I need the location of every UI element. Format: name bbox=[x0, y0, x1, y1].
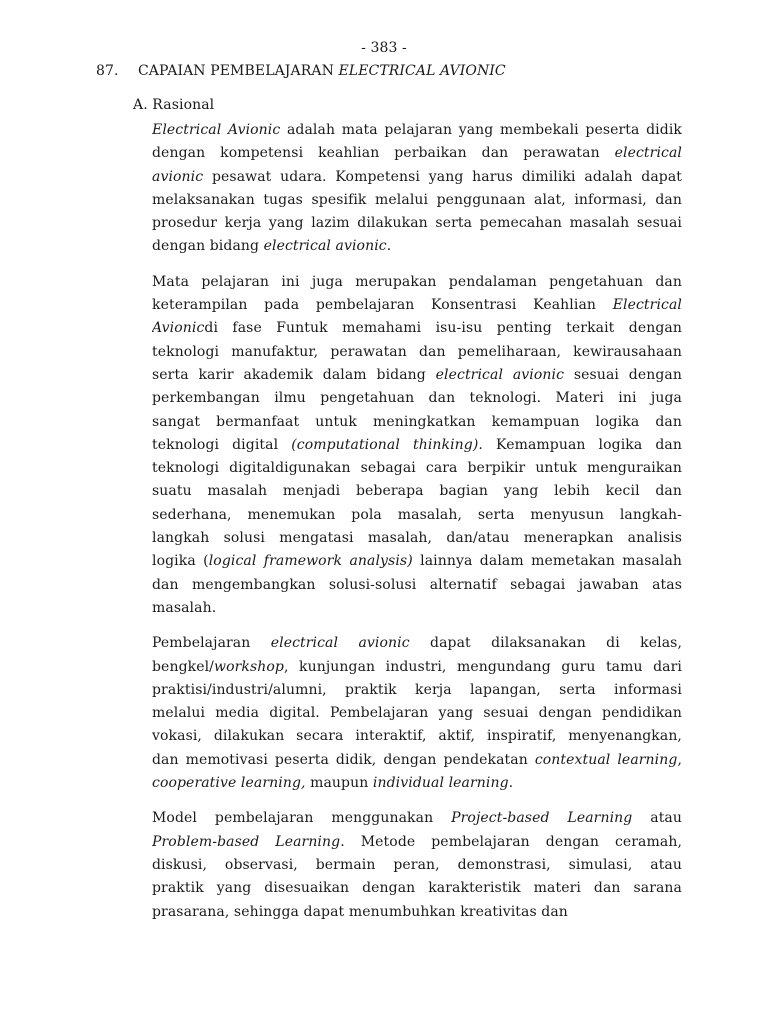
text-line bbox=[152, 235, 682, 258]
text-segment: praktisi/industri/alumni, praktik kerja lapangan, serta informasi bbox=[152, 681, 682, 698]
text-line bbox=[152, 679, 682, 702]
text-line bbox=[152, 656, 682, 679]
text-segment: lainnya dalam memetakan masalah bbox=[412, 553, 682, 570]
italic-text: Problem-based Learning bbox=[152, 833, 341, 850]
text-segment: diskusi, observasi, bermain peran, demonstrasi, simulasi, atau bbox=[152, 856, 682, 873]
italic-text: logical framework analysis) bbox=[208, 553, 413, 570]
text-segment: . bbox=[508, 775, 514, 792]
text-segment: . Kemampuan logika dan bbox=[478, 436, 682, 453]
text-segment: di fase Funtuk memahami isu-isu penting terkait dengan bbox=[204, 320, 682, 337]
italic-text: workshop bbox=[214, 658, 284, 675]
text-line bbox=[152, 457, 682, 480]
text-line bbox=[152, 807, 682, 830]
italic-text: Avionic bbox=[152, 320, 205, 337]
paragraph bbox=[152, 632, 682, 795]
text-line bbox=[152, 877, 682, 900]
text-line bbox=[152, 550, 682, 573]
text-line bbox=[152, 901, 682, 924]
text-segment: logika ( bbox=[152, 553, 209, 570]
section-heading: A. Rasional bbox=[133, 97, 215, 113]
text-segment: perkembangan ilmu pengetahuan dan teknologi. Materi ini juga bbox=[152, 390, 682, 407]
text-segment: , kunjungan industri, mengundang guru tamu dari bbox=[283, 658, 682, 675]
text-line bbox=[152, 364, 682, 387]
text-segment: melaksanakan tugas spesifik melalui penggunaan alat, informasi, dan bbox=[152, 191, 682, 208]
italic-text: individual learning bbox=[372, 775, 509, 792]
text-segment: Mata pelajaran ini juga merupakan pendalaman pengetahuan dan bbox=[152, 273, 682, 290]
body-text bbox=[152, 119, 682, 936]
text-segment: sederhana, menemukan pola masalah, serta menyusun langkah- bbox=[152, 506, 682, 523]
text-line bbox=[152, 294, 682, 317]
text-line bbox=[152, 341, 682, 364]
text-segment: teknologi digital bbox=[152, 436, 292, 453]
text-segment: melalui media digital. Pembelajaran yang sesuai dengan pendidikan bbox=[152, 705, 682, 722]
text-segment: serta karir akademik dalam bidang bbox=[152, 366, 436, 383]
text-line bbox=[152, 854, 682, 877]
text-segment: langkah solusi mengatasi masalah, dan/atau menerapkan analisis bbox=[152, 530, 682, 547]
italic-text: cooperative learning, bbox=[152, 775, 306, 792]
text-line bbox=[152, 212, 682, 235]
text-segment: adalah mata pelajaran yang membekali peserta didik bbox=[280, 122, 682, 138]
paragraph bbox=[152, 119, 682, 259]
text-segment: masalah. bbox=[152, 599, 217, 616]
text-segment: atau bbox=[632, 810, 682, 827]
chapter-heading bbox=[96, 60, 696, 82]
text-segment: dengan bidang bbox=[152, 238, 264, 255]
text-line bbox=[152, 749, 682, 772]
chapter-title-italic: ELECTRICAL AVIONIC bbox=[338, 63, 506, 79]
text-line bbox=[152, 772, 682, 795]
text-line bbox=[152, 725, 682, 748]
text-segment: sangat bermanfaat untuk meningkatkan kemampuan logika dan bbox=[152, 413, 682, 430]
italic-text: Project-based Learning bbox=[451, 810, 633, 827]
paragraph bbox=[152, 807, 682, 923]
text-line bbox=[152, 434, 682, 457]
text-segment: . bbox=[386, 238, 392, 255]
text-segment: keterampilan pada pembelajaran Konsentrasi Keahlian bbox=[152, 297, 613, 314]
text-segment: sesuai dengan bbox=[564, 366, 682, 383]
italic-text: contextual learning bbox=[534, 751, 678, 768]
text-line bbox=[152, 632, 682, 655]
italic-text: electrical avionic bbox=[263, 238, 387, 255]
italic-text: (computational thinking) bbox=[291, 436, 479, 453]
text-segment: dan mengembangkan solusi-solusi alternatif sebagai jawaban atas bbox=[152, 576, 682, 593]
italic-text: electrical avionic bbox=[270, 635, 410, 652]
text-line bbox=[152, 271, 682, 294]
text-segment: bengkel/ bbox=[152, 658, 214, 675]
text-line bbox=[152, 166, 682, 189]
text-line bbox=[152, 831, 682, 854]
text-segment: suatu masalah menjadi beberapa bagian yang lebih kecil dan bbox=[152, 483, 682, 500]
chapter-number: 87. bbox=[96, 63, 119, 79]
text-line bbox=[152, 317, 682, 340]
text-line bbox=[152, 142, 682, 165]
text-line bbox=[152, 119, 682, 142]
text-line bbox=[152, 527, 682, 550]
text-line bbox=[152, 504, 682, 527]
page-number: - 383 - bbox=[361, 40, 407, 56]
text-segment: vokasi, dilakukan secara interaktif, aktif, inspiratif, menyenangkan, bbox=[152, 728, 682, 745]
text-segment: dengan kompetensi keahlian perbaikan dan perawatan bbox=[152, 145, 615, 162]
italic-text: avionic bbox=[152, 168, 204, 185]
text-line bbox=[152, 411, 682, 434]
text-segment: maupun bbox=[305, 775, 373, 792]
text-segment: Model pembelajaran menggunakan bbox=[152, 810, 452, 827]
text-segment: teknologi manufaktur, perawatan dan pemeliharaan, kewirausahaan bbox=[152, 343, 682, 360]
text-line bbox=[152, 702, 682, 725]
text-line bbox=[152, 574, 682, 597]
chapter-title-plain: CAPAIAN PEMBELAJARAN bbox=[138, 63, 339, 79]
text-segment: pesawat udara. Kompetensi yang harus dimiliki adalah dapat bbox=[203, 168, 682, 185]
text-segment: teknologi digitaldigunakan sebagai cara berpikir untuk menguraikan bbox=[152, 460, 682, 477]
text-line bbox=[152, 387, 682, 410]
text-segment: dapat dilaksanakan di kelas, bbox=[409, 635, 682, 652]
text-segment: prosedur kerja yang lazim dilakukan serta pemecahan masalah sesuai bbox=[152, 215, 682, 232]
paragraph bbox=[152, 271, 682, 620]
italic-text: electrical avionic bbox=[435, 366, 565, 383]
italic-text: Electrical bbox=[612, 297, 682, 314]
italic-text: Electrical Avionic bbox=[152, 122, 281, 138]
text-segment: dan memotivasi peserta didik, dengan pendekatan bbox=[152, 751, 535, 768]
text-line bbox=[152, 480, 682, 503]
text-line bbox=[152, 189, 682, 212]
italic-text: electrical bbox=[614, 145, 682, 162]
text-segment: Pembelajaran bbox=[152, 635, 271, 652]
text-line bbox=[152, 597, 682, 620]
text-segment: prasarana, sehingga dapat menumbuhkan kreativitas dan bbox=[152, 903, 568, 920]
text-segment: . Metode pembelajaran dengan ceramah, bbox=[340, 833, 682, 850]
text-segment: , bbox=[677, 751, 682, 768]
text-segment: praktik yang disesuaikan dengan karakteristik materi dan sarana bbox=[152, 880, 682, 897]
